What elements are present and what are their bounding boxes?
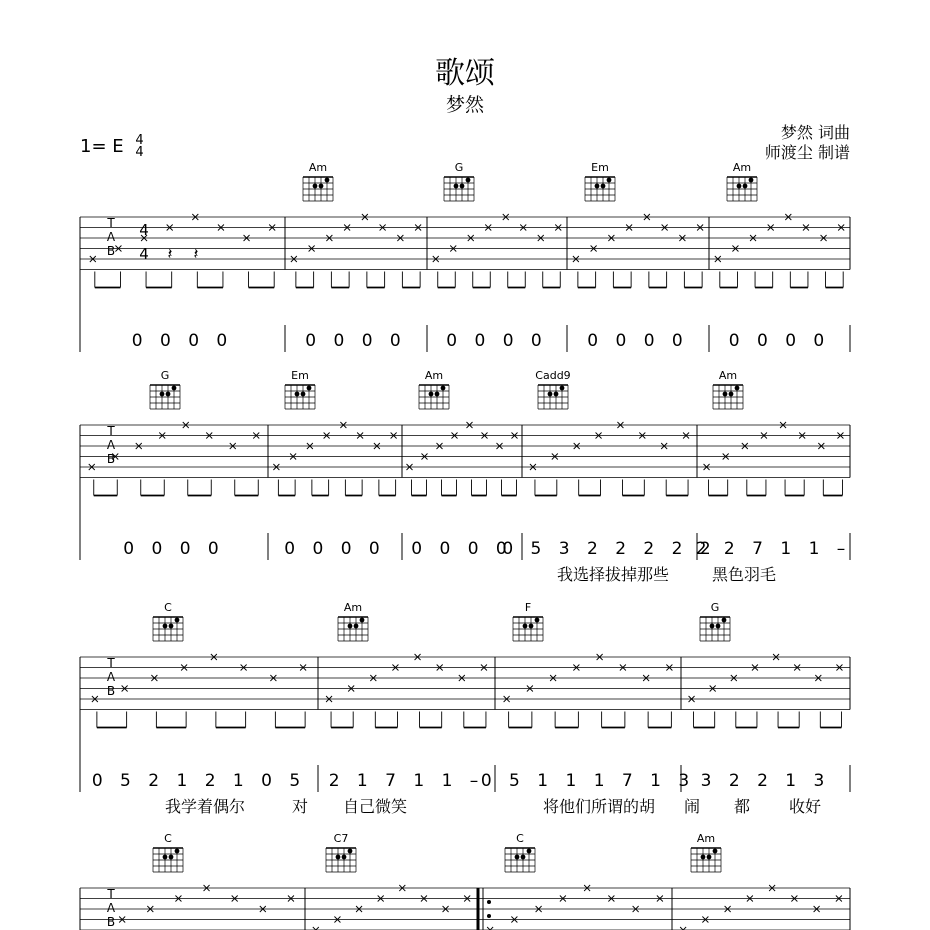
finger-dot (601, 184, 606, 189)
finger-dot (737, 184, 742, 189)
lyric-text: 都 (733, 797, 751, 816)
system-2 (80, 369, 851, 584)
tab-letter: T (107, 656, 115, 670)
chord-name: Am (696, 832, 716, 845)
repeat-dot (487, 900, 491, 904)
quarter-rest: 𝄽 (193, 244, 199, 263)
tab-letter: T (107, 887, 115, 901)
numbered-notation-measure: 0 0 0 0 (284, 539, 386, 559)
chord-diagram (691, 848, 721, 872)
numbered-notation-measure: 0 5 3 2 2 2 2 2 (502, 539, 717, 559)
chord-name: Em (591, 161, 609, 174)
finger-dot (722, 618, 727, 623)
finger-dot (313, 184, 318, 189)
lyric-text: 自己微笑 (342, 797, 408, 816)
numbered-notation-measure: 0 5 2 1 2 1 0 5 (91, 771, 307, 791)
system-1 (80, 161, 850, 352)
numbered-notation-measure: 0 0 0 0 (123, 539, 225, 559)
finger-dot (441, 386, 446, 391)
chord-name: C (164, 832, 172, 845)
chord-name: Am (343, 601, 363, 614)
repeat-dot (487, 914, 491, 918)
finger-dot (460, 184, 465, 189)
finger-dot (172, 386, 177, 391)
chord-diagram (713, 385, 743, 409)
key-label: 1= E (80, 136, 124, 157)
finger-dot (701, 855, 706, 860)
tab-letter: B (106, 684, 116, 698)
finger-dot (454, 184, 459, 189)
numbered-notation-measure: 0 0 0 0 (728, 331, 831, 351)
finger-dot (523, 624, 528, 629)
chord-name: G (710, 601, 720, 614)
finger-dot (548, 392, 553, 397)
chord-diagram (303, 177, 333, 201)
finger-dot (160, 392, 165, 397)
lyric-text: 我选择拔掉那些 (556, 565, 670, 584)
credit-score: 师渡尘 制谱 (764, 143, 850, 162)
time-sig-bottom: 4 (135, 145, 144, 160)
finger-dot (166, 392, 171, 397)
song-title: 歌颂 (435, 56, 495, 91)
finger-dot (529, 624, 534, 629)
chord-diagram (538, 385, 568, 409)
time-sig-top: 4 (135, 133, 144, 148)
finger-dot (713, 849, 718, 854)
chord-name: C7 (333, 832, 349, 845)
chord-diagram (338, 617, 368, 641)
tab-letter: A (106, 901, 116, 915)
numbered-notation-measure: 0 0 0 0 (446, 331, 548, 351)
finger-dot (743, 184, 748, 189)
lyric-text: 闹 (683, 797, 701, 816)
lyric-text: 黑色羽毛 (711, 565, 777, 584)
chord-name: G (454, 161, 464, 174)
lyric-text: 收好 (788, 797, 822, 816)
tab-letter: B (106, 915, 116, 929)
finger-dot (169, 855, 174, 860)
finger-dot (607, 178, 612, 183)
chord-diagram (285, 385, 315, 409)
chord-name: Am (424, 369, 444, 382)
chord-diagram (727, 177, 757, 201)
chord-name: F (524, 601, 532, 614)
chord-name: Am (308, 161, 328, 174)
chord-name: Am (718, 369, 738, 382)
tab-time-top: 4 (139, 221, 149, 239)
finger-dot (535, 618, 540, 623)
finger-dot (735, 386, 740, 391)
finger-dot (295, 392, 300, 397)
system-4 (80, 832, 850, 930)
chord-name: C (164, 601, 172, 614)
finger-dot (429, 392, 434, 397)
finger-dot (175, 618, 180, 623)
finger-dot (169, 624, 174, 629)
finger-dot (560, 386, 565, 391)
song-artist: 梦然 (445, 94, 484, 116)
finger-dot (175, 849, 180, 854)
tab-letter: B (106, 452, 116, 466)
finger-dot (319, 184, 324, 189)
chord-diagram (585, 177, 615, 201)
finger-dot (466, 178, 471, 183)
system-3 (80, 601, 850, 816)
finger-dot (348, 849, 353, 854)
numbered-notation-measure: 0 0 0 0 (411, 539, 513, 559)
chord-diagram (153, 848, 183, 872)
tab-letter: A (106, 670, 116, 684)
chord-name: Cadd9 (535, 369, 571, 382)
finger-dot (521, 855, 526, 860)
quarter-rest: 𝄽 (167, 244, 173, 263)
finger-dot (435, 392, 440, 397)
numbered-notation-measure: 0 5 1 1 1 7 1 3 (480, 771, 696, 791)
finger-dot (354, 624, 359, 629)
numbered-notation-measure: 3 2 2 1 3 (700, 771, 831, 791)
chord-name: Am (732, 161, 752, 174)
numbered-notation-measure: 2 2 7 1 1 – (695, 539, 852, 559)
lyric-text: 我学着偶尔 (164, 797, 246, 816)
chord-diagram (700, 617, 730, 641)
chord-diagram (419, 385, 449, 409)
chord-diagram (505, 848, 535, 872)
numbered-notation-measure: 2 1 7 1 1 – (328, 771, 485, 791)
chord-diagram (513, 617, 543, 641)
finger-dot (710, 624, 715, 629)
chord-diagram (150, 385, 180, 409)
chord-diagram (153, 617, 183, 641)
lyric-text: 对 (291, 797, 309, 816)
credit-music: 梦然 词曲 (780, 123, 850, 142)
finger-dot (163, 855, 168, 860)
tab-letter: T (107, 216, 115, 230)
tab-letter: A (106, 230, 116, 244)
numbered-notation-measure: 0 0 0 0 (131, 331, 234, 351)
finger-dot (336, 855, 341, 860)
numbered-notation-measure: 0 0 0 0 (587, 331, 689, 351)
finger-dot (729, 392, 734, 397)
finger-dot (723, 392, 728, 397)
numbered-notation-measure: 0 0 0 0 (305, 331, 407, 351)
finger-dot (307, 386, 312, 391)
tab-letter: A (106, 438, 116, 452)
finger-dot (749, 178, 754, 183)
finger-dot (707, 855, 712, 860)
chord-name: Em (291, 369, 309, 382)
finger-dot (163, 624, 168, 629)
tab-letter: B (106, 244, 116, 258)
finger-dot (527, 849, 532, 854)
lyric-text: 将他们所谓的胡 (542, 797, 656, 816)
chord-name: G (160, 369, 170, 382)
finger-dot (554, 392, 559, 397)
chord-diagram (326, 848, 356, 872)
chord-name: C (516, 832, 524, 845)
tab-letter: T (107, 424, 115, 438)
chord-diagram (444, 177, 474, 201)
finger-dot (515, 855, 520, 860)
finger-dot (716, 624, 721, 629)
finger-dot (360, 618, 365, 623)
finger-dot (348, 624, 353, 629)
finger-dot (325, 178, 330, 183)
finger-dot (342, 855, 347, 860)
finger-dot (595, 184, 600, 189)
finger-dot (301, 392, 306, 397)
tab-time-bottom: 4 (139, 245, 149, 263)
